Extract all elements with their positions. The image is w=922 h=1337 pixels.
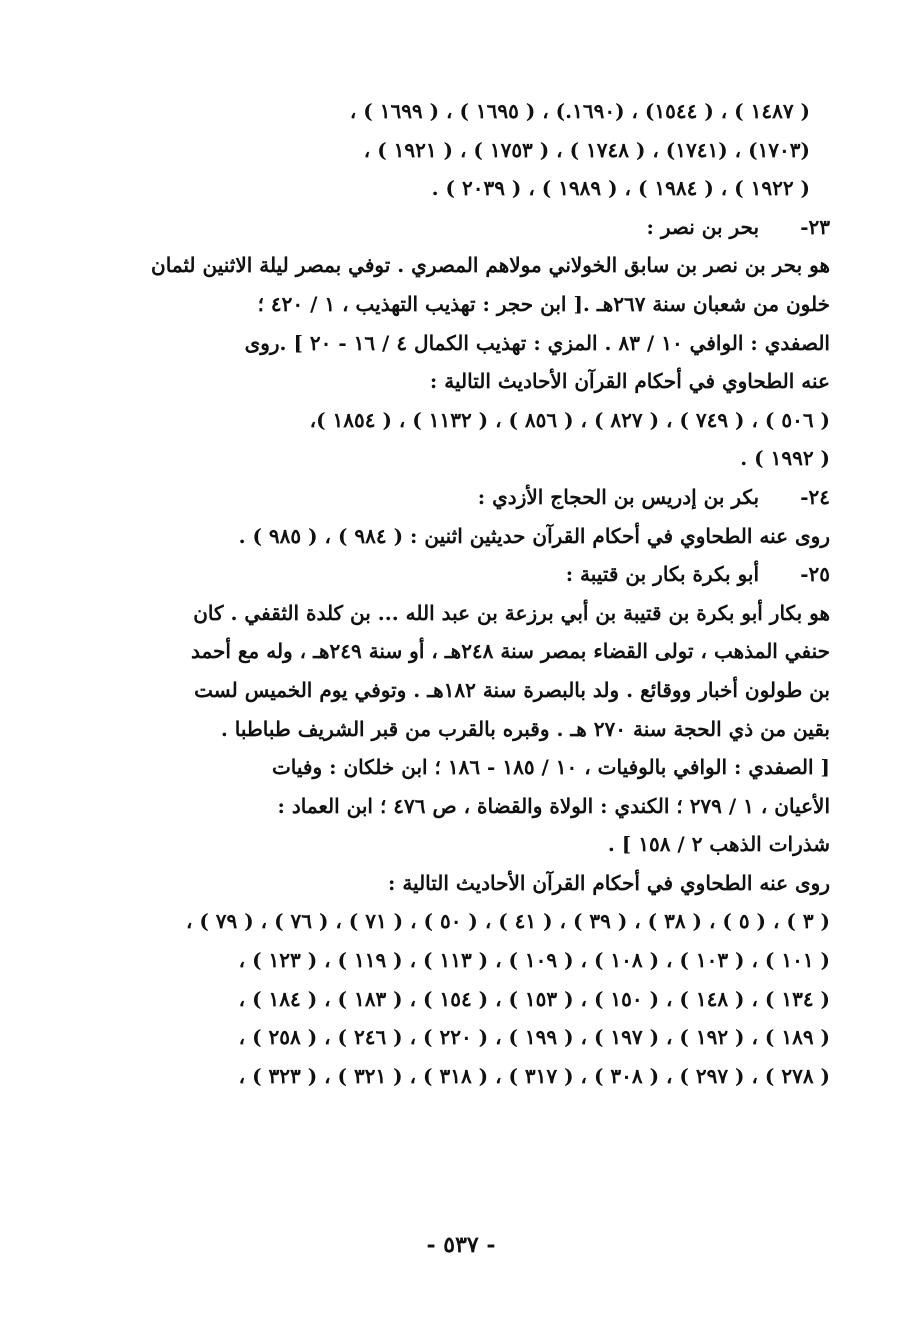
body-line: روى عنه الطحاوي في أحكام القرآن الأحاديث التالية : — [387, 870, 830, 895]
reference-line: ( ١٨٩ ) ، ( ١٩٢ ) ، ( ١٩٧ ) ، ( ١٩٩ ) ، ( ٢٢٠ ) ، ( ٢٤٦ ) ، ( ٢٥٨ ) ، — [238, 1025, 830, 1050]
reference-line: (١٧٠٣) ، (١٧٤١) ، ( ١٧٤٨ ) ، ( ١٧٥٣ ) ، ( ١٩٢١ ) ، — [363, 137, 810, 162]
reference-line: ( ١٣٤ ) ، ( ١٤٨ ) ، ( ١٥٠ ) ، ( ١٥٣ ) ، ( ١٥٤ ) ، ( ١٨٣ ) ، ( ١٨٤ ) ، — [238, 986, 830, 1011]
reference-line: ( ١٠١ ) ، ( ١٠٣ ) ، ( ١٠٨ ) ، ( ١٠٩ ) ، ( ١١٣ ) ، ( ١١٩ ) ، ( ١٢٣ ) ، — [238, 948, 830, 973]
body-line: عنه الطحاوي في أحكام القرآن الأحاديث التالية : — [429, 369, 830, 394]
page-body — [90, 92, 830, 1095]
citation-line: [ الصفدي : الوافي بالوفيات ، ١٠ / ١٨٥ - ١٨٦ ؛ ابن خلكان : وفيات — [271, 755, 830, 780]
body-line: حنفي المذهب ، تولى القضاء بمصر سنة ٢٤٨هـ ، أو سنة ٢٤٩هـ ، وله مع أحمد — [190, 639, 830, 664]
reference-line: ( ٣ ) ، ( ٥ ) ، ( ٣٨ ) ، ( ٣٩ ) ، ( ٤١ ) ، ( ٥٠ ) ، ( ٧١ ) ، ( ٧٦ ) ، ( ٧٩ ) ، — [185, 909, 830, 934]
entry-number: ٢٣- — [800, 214, 830, 239]
reference-line: ( ١٩٩٢ ) . — [740, 446, 830, 471]
citation-line: الأعيان ، ١ / ٢٧٩ ؛ الكندي : الولاة والقضاة ، ص ٤٧٦ ؛ ابن العماد : — [277, 793, 830, 818]
reference-line: ( ٢٧٨ ) ، ( ٢٩٧ ) ، ( ٣٠٨ ) ، ( ٣١٧ ) ، ( ٣١٨ ) ، ( ٣٢١ ) ، ( ٣٢٣ ) ، — [238, 1063, 830, 1088]
reference-line: ( ٥٠٦ ) ، ( ٧٤٩ ) ، ( ٨٢٧ ) ، ( ٨٥٦ ) ، ( ١١٣٢ ) ، ( ١٨٥٤ )، — [309, 407, 830, 432]
reference-line: ( ١٩٢٢ ) ، ( ١٩٨٤ ) ، ( ١٩٨٩ ) ، ( ٢٠٣٩ ) . — [431, 176, 810, 201]
entry-heading — [90, 555, 830, 594]
entry-title: بحر بن نصر : — [646, 214, 760, 239]
reference-line: ( ١٤٨٧ ) ، ( ١٥٤٤) ، (١٦٩٠.) ، ( ١٦٩٥ ) ، ( ١٦٩٩ ) ، — [349, 99, 810, 123]
body-line: هو بكار أبو بكرة بن قتيبة بن أبي برزعة بن عبد الله ... بن كلدة الثقفي . كان — [193, 600, 830, 625]
body-line: خلون من شعبان سنة ٢٦٧هـ .[ ابن حجر : تهذيب التهذيب ، ١ / ٤٢٠ ؛ — [257, 291, 830, 316]
page-number: - ٥٣٧ - — [426, 1232, 496, 1258]
entry-heading — [90, 478, 830, 517]
entry-title: بكر بن إدريس بن الحجاج الأزدي : — [477, 484, 760, 509]
body-line: بن طولون أخبار ووقائع . ولد بالبصرة سنة ١٨٢هـ . وتوفي يوم الخميس لست — [194, 677, 830, 702]
body-line: هو بحر بن نصر بن سابق الخولاني مولاهم المصري . توفي بمصر ليلة الاثنين لثمان — [151, 253, 830, 278]
body-line: روى عنه الطحاوي في أحكام القرآن حديثين اثنين : ( ٩٨٤ ) ، ( ٩٨٥ ) . — [238, 523, 830, 548]
entry-title: أبو بكرة بكار بن قتيبة : — [565, 562, 760, 587]
entry-heading — [90, 208, 830, 247]
entry-number: ٢٥- — [800, 562, 830, 587]
body-line: بقين من ذي الحجة سنة ٢٧٠ هـ . وقبره بالقرب من قبر الشريف طباطبا . — [220, 716, 830, 741]
entry-number: ٢٤- — [800, 484, 830, 509]
citation-line: شذرات الذهب ٢ / ١٥٨ ] . — [607, 832, 830, 857]
body-line: الصفدي : الوافي ١٠ / ٨٣ . المزي : تهذيب الكمال ٤ / ١٦ - ٢٠ ] .روى — [244, 330, 830, 355]
